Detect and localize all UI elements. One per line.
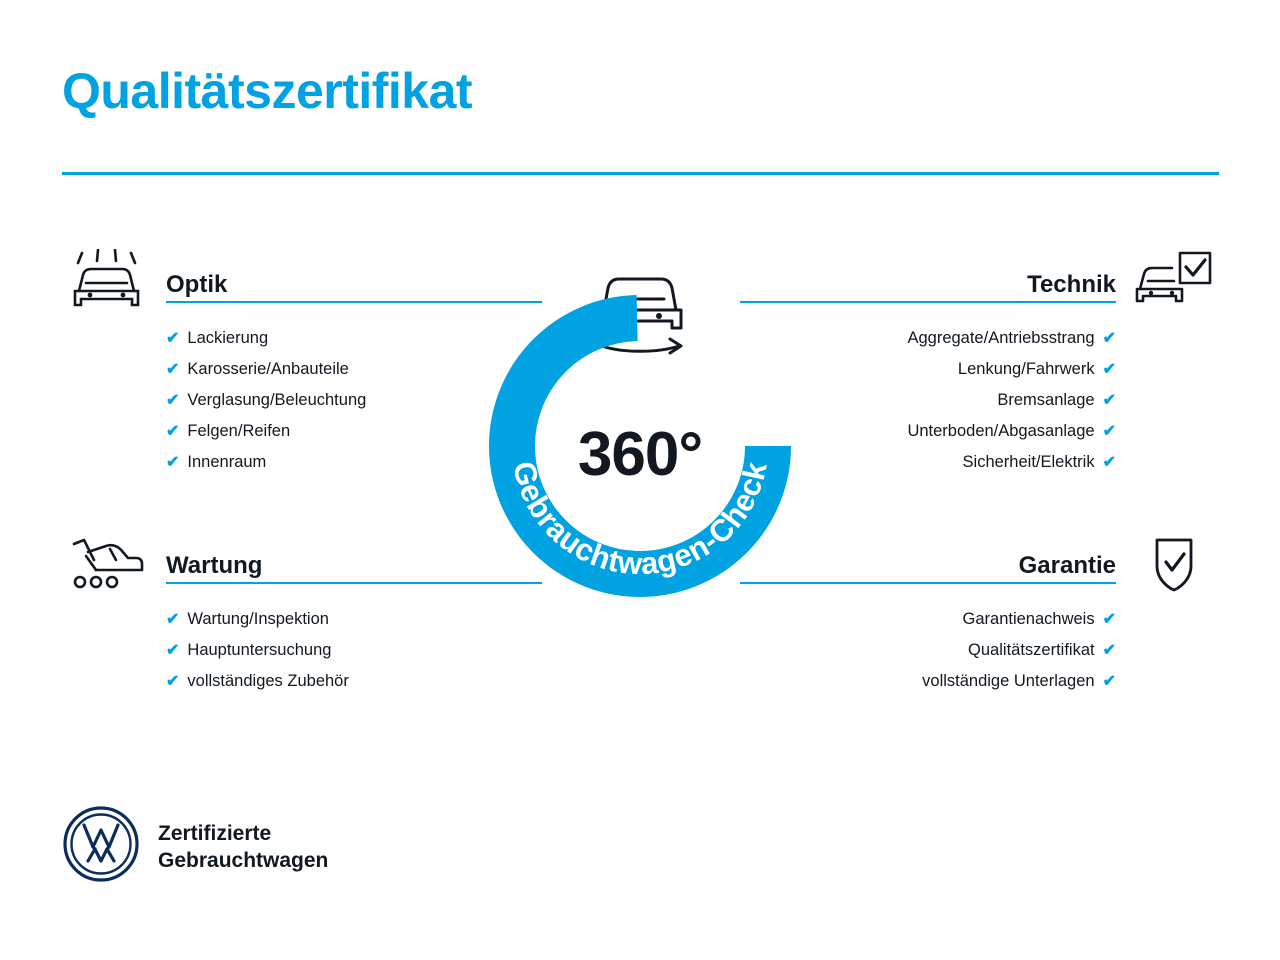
section-technik-title: Technik (1015, 271, 1116, 299)
check-icon: ✔ (1102, 330, 1116, 347)
check-icon: ✔ (166, 423, 180, 440)
section-wartung-header (62, 536, 542, 588)
check-icon: ✔ (166, 392, 180, 409)
footer-text (158, 820, 328, 874)
list-item-label: Garantienachweis (962, 610, 1095, 628)
vw-logo-icon (62, 805, 140, 888)
badge-number: 360° (577, 420, 703, 489)
left-column (62, 255, 542, 697)
check-icon: ✔ (166, 673, 180, 690)
list-item-label: Hauptuntersuchung (187, 641, 332, 659)
check-icon: ✔ (166, 330, 180, 347)
car-wash-shine-icon (62, 249, 148, 319)
section-optik-header (62, 255, 542, 307)
list-item-label: Unterboden/Abgasanlage (907, 422, 1095, 440)
shield-check-icon (1134, 532, 1220, 602)
list-item (166, 666, 542, 697)
section-wartung-title: Wartung (166, 552, 274, 580)
section-optik (62, 255, 542, 478)
list-item-label: Sicherheit/Elektrik (962, 453, 1095, 471)
badge-360-check (474, 250, 806, 640)
check-icon: ✔ (166, 454, 180, 471)
list-item-label: Lackierung (187, 329, 269, 347)
list-item-label: vollständiges Zubehör (187, 672, 349, 690)
list-item-label: Innenraum (187, 453, 267, 471)
check-icon: ✔ (1102, 673, 1116, 690)
section-wartung (62, 536, 542, 697)
check-icon: ✔ (1102, 611, 1116, 628)
list-item-label: Felgen/Reifen (187, 422, 291, 440)
check-icon: ✔ (166, 361, 180, 378)
check-icon: ✔ (1102, 361, 1116, 378)
right-column (740, 255, 1220, 697)
footer-line-1: Zertifizierte (158, 821, 272, 845)
section-technik-list (740, 323, 1220, 478)
list-item-label: Wartung/Inspektion (187, 610, 329, 628)
check-icon: ✔ (166, 611, 180, 628)
list-item-label: Verglasung/Beleuchtung (187, 391, 367, 409)
check-icon: ✔ (1102, 642, 1116, 659)
section-garantie-header (740, 536, 1220, 588)
list-item-label: vollständige Unterlagen (922, 672, 1095, 690)
list-item-label: Karosserie/Anbauteile (187, 360, 349, 378)
check-icon: ✔ (1102, 423, 1116, 440)
check-icon: ✔ (1102, 454, 1116, 471)
section-garantie (740, 536, 1220, 697)
section-wartung-list (62, 604, 542, 697)
list-item-label: Aggregate/Antriebsstrang (907, 329, 1095, 347)
section-optik-title: Optik (166, 271, 239, 299)
list-item-label: Bremsanlage (997, 391, 1095, 409)
footer-line-2: Gebrauchtwagen (158, 848, 329, 872)
section-garantie-title: Garantie (1007, 552, 1116, 580)
check-icon: ✔ (1102, 392, 1116, 409)
section-technik (740, 255, 1220, 478)
page-title: Qualitätszertifikat (62, 63, 473, 119)
title-divider (62, 172, 1219, 175)
badge-arc-label: Gebrauchtwagen-Check (505, 457, 774, 582)
list-item-label: Qualitätszertifikat (968, 641, 1095, 659)
section-garantie-list (740, 604, 1220, 697)
list-item-label: Lenkung/Fahrwerk (957, 360, 1095, 378)
section-optik-list (62, 323, 542, 478)
car-lift-service-icon (62, 530, 148, 600)
car-checklist-icon (1134, 249, 1220, 319)
list-item (740, 666, 1116, 697)
footer-brand (62, 805, 328, 888)
section-technik-header (740, 255, 1220, 307)
check-icon: ✔ (166, 642, 180, 659)
